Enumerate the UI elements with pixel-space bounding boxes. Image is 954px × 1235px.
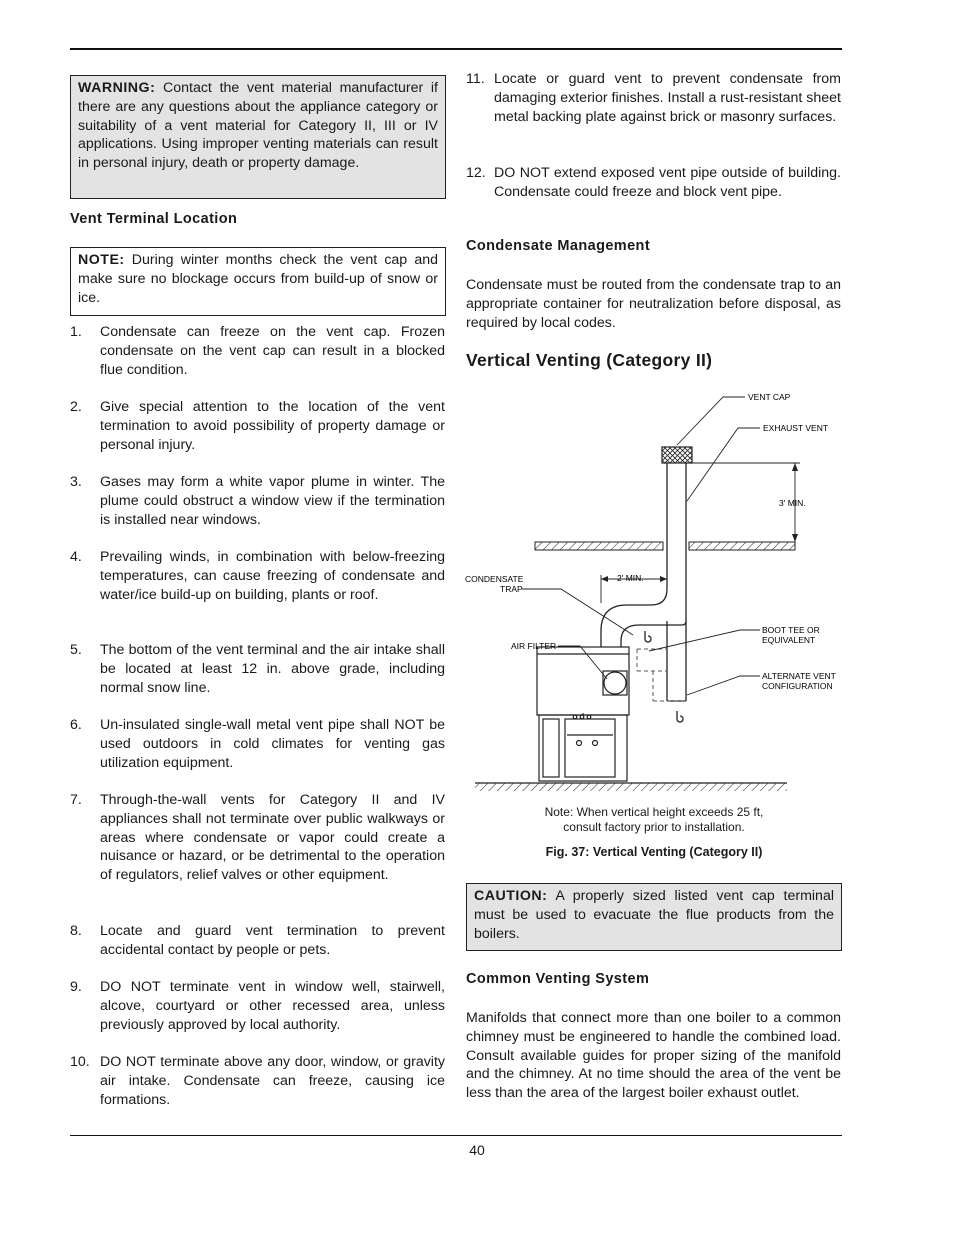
warning-label: WARNING: (78, 80, 156, 96)
label-exhaust-vent: EXHAUST VENT (763, 423, 829, 433)
label-condensate-trap-1: CONDENSATE (465, 574, 524, 584)
note-text: During winter months check the vent cap and make sure no blockage occurs from build-up of snow or ice. (78, 252, 438, 306)
label-2-min: 2' MIN. (617, 573, 644, 583)
bottom-rule (70, 1135, 842, 1136)
label-alt-vent-1: ALTERNATE VENT (762, 671, 836, 681)
label-condensate-trap-2: TRAP (500, 584, 523, 594)
figure-note-line2: consult factory prior to installation. (563, 820, 745, 834)
label-vent-cap: VENT CAP (748, 392, 791, 402)
label-boot-tee-1: BOOT TEE OR (762, 625, 820, 635)
roof-line (535, 542, 795, 550)
vent-cap (662, 447, 692, 463)
label-air-filter: AIR FILTER (511, 641, 557, 651)
condensate-heading: Condensate Management (466, 238, 651, 254)
caution-label: CAUTION: (474, 888, 548, 904)
condensate-text: Condensate must be routed from the condensate trap to an appropriate container for neutralization before disposal, as required by local codes. (466, 277, 841, 331)
vent-terminal-heading: Vent Terminal Location (70, 211, 238, 227)
caution-box (466, 883, 842, 951)
boiler-unit (537, 647, 629, 781)
figure-note (466, 805, 842, 835)
vertical-venting-heading: Vertical Venting (Category II) (466, 350, 713, 370)
label-alt-vent-2: CONFIGURATION (762, 681, 833, 691)
figure-caption: Fig. 37: Vertical Venting (Category II) (545, 845, 763, 859)
ground-line (475, 783, 787, 791)
note-label: NOTE: (78, 252, 125, 268)
warning-box (70, 75, 446, 199)
caution-text: A properly sized listed vent cap terminal must be used to evacuate the flue products from the boilers. (474, 888, 834, 942)
label-3-min: 3' MIN. (779, 498, 806, 508)
common-venting-text: Manifolds that connect more than one boiler to a common chimney must be engineered to handle the combined load. Consult available guides for proper sizing of the manifold and the chimney. At no time should the area of the vent be less than the area of the largest boiler exhaust outlet. (466, 1010, 841, 1102)
figure-note-line1: Note: When vertical height exceeds 25 ft, (544, 805, 764, 819)
top-rule (70, 48, 842, 50)
common-venting-heading: Common Venting System (466, 971, 650, 987)
label-boot-tee-2: EQUIVALENT (762, 635, 816, 645)
alternate-vent-dashed (637, 649, 686, 701)
note-box (70, 247, 446, 316)
vertical-venting-figure (455, 383, 845, 803)
warning-text: Contact the vent material manufacturer if there are any questions about the appliance category or suitability of a vent material for Category II, III or IV applications. Using improper venting materials can result in personal injury, death or property damage. (78, 80, 438, 172)
page-number: 40 (469, 1142, 485, 1158)
